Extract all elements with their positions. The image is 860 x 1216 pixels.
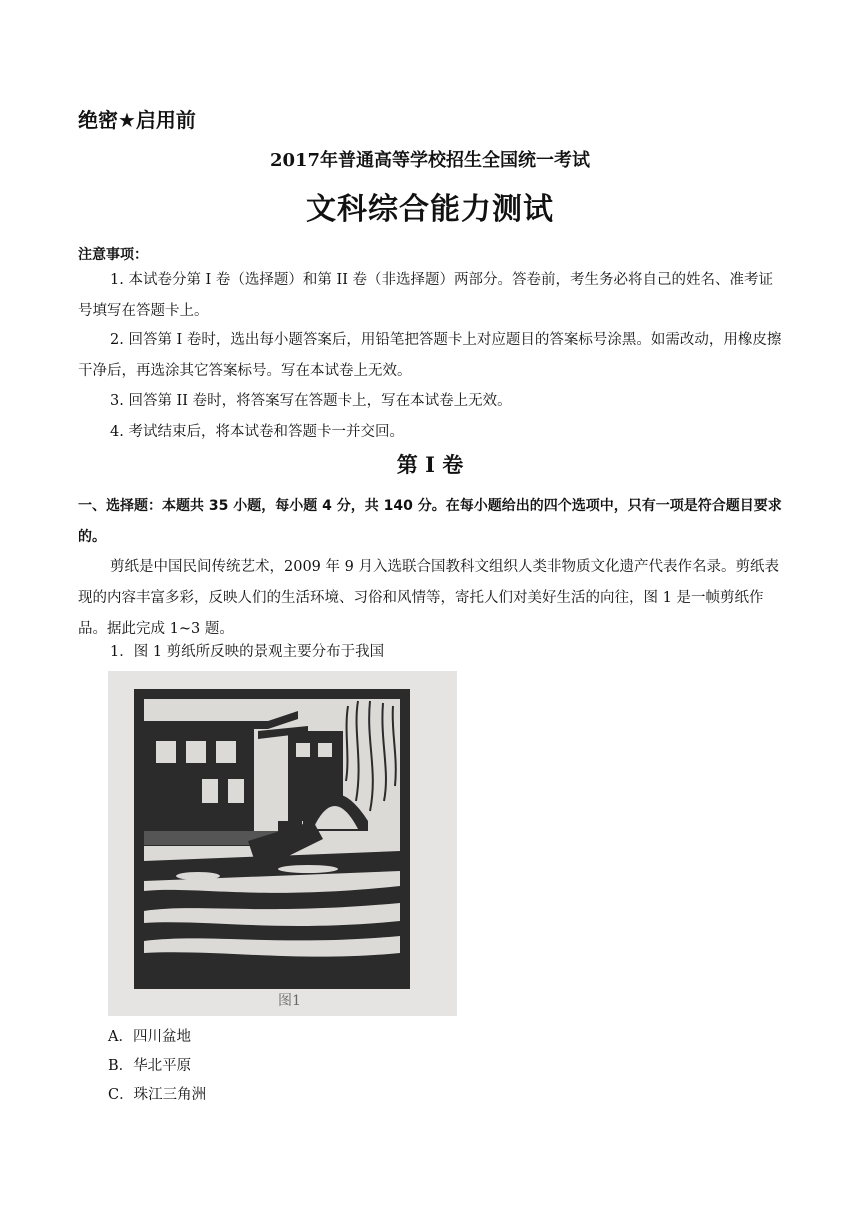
- note-item-3: 3. 回答第 II 卷时，将答案写在答题卡上，写在本试卷上无效。: [110, 393, 512, 409]
- note-item-2: 2. 回答第 I 卷时，选出每小题答案后，用铅笔把答题卡上对应题目的答案标号涂黑。如需改动，用橡皮擦干净后，再选涂其它答案标号。写在本试卷上无效。: [78, 332, 782, 379]
- passage-intro: 剪纸是中国民间传统艺术，2009 年 9 月入选联合国教科文组织人类非物质文化遗产代表作名录。剪纸表现的内容丰富多彩，反映人们的生活环境、习俗和风情等，寄托人们对美好生活的向往，图 1 是一帧剪纸作品。据此完成 1~3 题。: [78, 559, 779, 637]
- paper-cut-figure: [108, 671, 457, 1016]
- option-c: C．珠江三角洲: [108, 1087, 207, 1103]
- note-item-1: 1. 本试卷分第 I 卷（选择题）和第 II 卷（非选择题）两部分。答卷前，考生务必将自己的姓名、准考证号填写在答题卡上。: [78, 272, 774, 319]
- option-a: A．四川盆地: [108, 1029, 191, 1045]
- paper-cut-image: [108, 671, 457, 1016]
- volume-title: 第 I 卷: [396, 452, 464, 477]
- note-item-4: 4. 考试结束后，将本试卷和答题卡一并交回。: [110, 424, 404, 440]
- section-heading: 一、选择题：本题共 35 小题，每小题 4 分，共 140 分。在每小题给出的四个选项中，只有一项是符合题目要求的。: [78, 498, 782, 545]
- question-1-stem: 1．图 1 剪纸所反映的景观主要分布于我国: [110, 644, 385, 660]
- paper-title: 文科综合能力测试: [306, 192, 554, 227]
- notes-heading: 注意事项：: [78, 247, 148, 263]
- exam-name: 2017年普通高等学校招生全国统一考试: [269, 150, 591, 171]
- figure-caption: 图1: [278, 993, 301, 1009]
- option-b: B．华北平原: [108, 1058, 192, 1074]
- secret-label: 绝密★启用前: [78, 108, 196, 132]
